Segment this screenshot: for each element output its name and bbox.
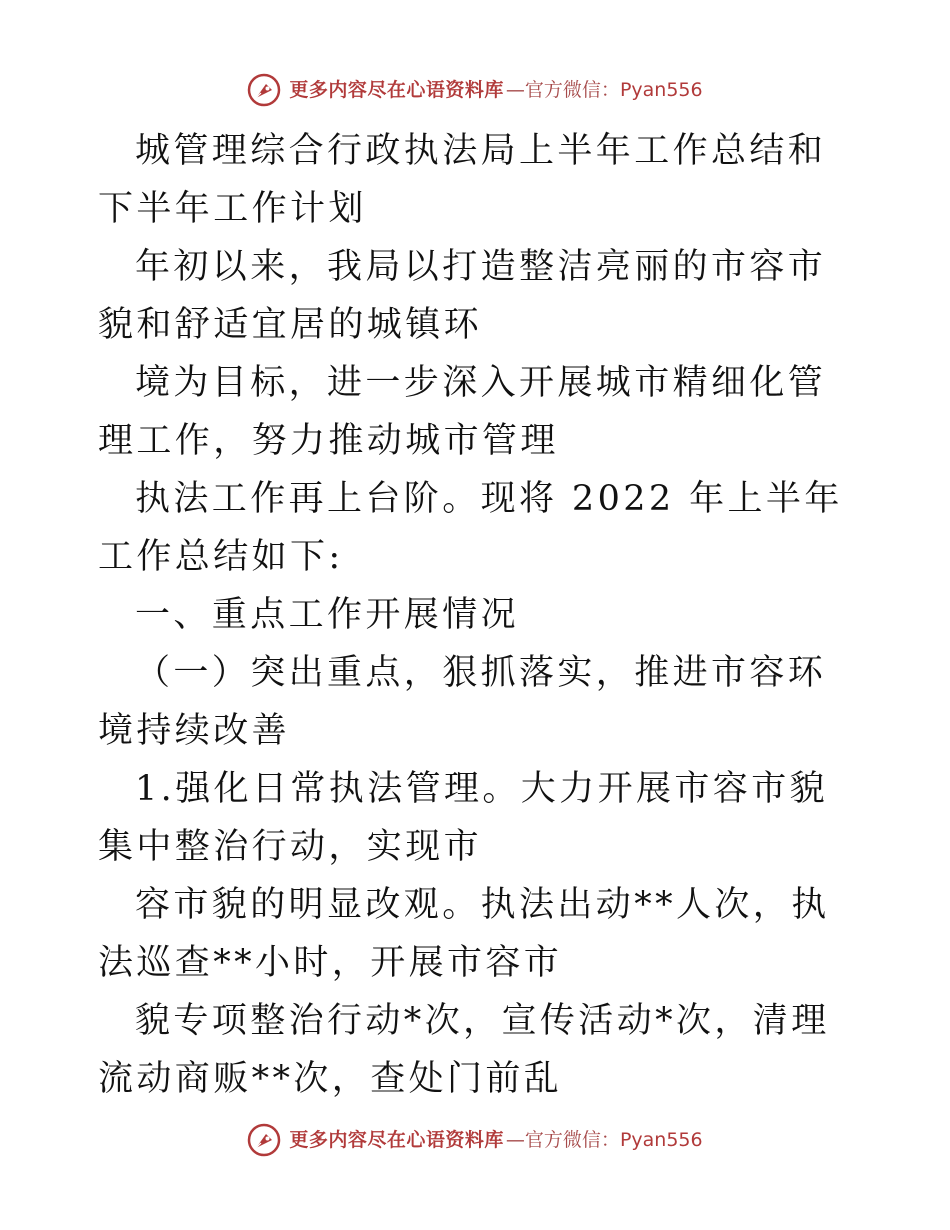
footer-banner-id: Pyan556 <box>619 1128 703 1151</box>
paragraph-3: 执法工作再上台阶。现将 2022 年上半年工作总结如下: <box>98 479 843 577</box>
header-banner <box>0 70 950 110</box>
section-heading: 一、重点工作开展情况 <box>135 595 520 635</box>
header-banner-main: 更多内容尽在心语资料库 <box>289 78 504 101</box>
footer-banner <box>0 1120 950 1160</box>
paragraph-2: 境为目标，进一步深入开展城市精细化管理工作，努力推动城市管理 <box>98 363 827 461</box>
footer-banner-text <box>289 1128 703 1151</box>
paragraph-5: 容市貌的明显改观。执法出动**人次，执法巡查**小时，开展市容市 <box>98 885 830 983</box>
pen-nib-circle-icon <box>247 1123 281 1157</box>
header-banner-text <box>289 78 703 101</box>
header-banner-separator: —官方微信： <box>505 78 620 101</box>
paragraph-4: 1.强化日常执法管理。大力开展市容市貌集中整治行动，实现市 <box>98 769 828 867</box>
header-banner-id: Pyan556 <box>619 78 703 101</box>
footer-banner-separator: —官方微信： <box>505 1128 620 1151</box>
subsection-heading: （一）突出重点，狠抓落实，推进市容环境持续改善 <box>98 653 827 751</box>
paragraph-1: 年初以来，我局以打造整洁亮丽的市容市貌和舒适宜居的城镇环 <box>98 247 827 345</box>
document-body <box>98 122 858 1108</box>
paragraph-6: 貌专项整治行动*次，宣传活动*次，清理流动商贩**次，查处门前乱 <box>98 1001 830 1099</box>
document-title: 城管理综合行政执法局上半年工作总结和下半年工作计划 <box>98 131 827 229</box>
pen-nib-circle-icon <box>247 73 281 107</box>
footer-banner-main: 更多内容尽在心语资料库 <box>289 1128 504 1151</box>
